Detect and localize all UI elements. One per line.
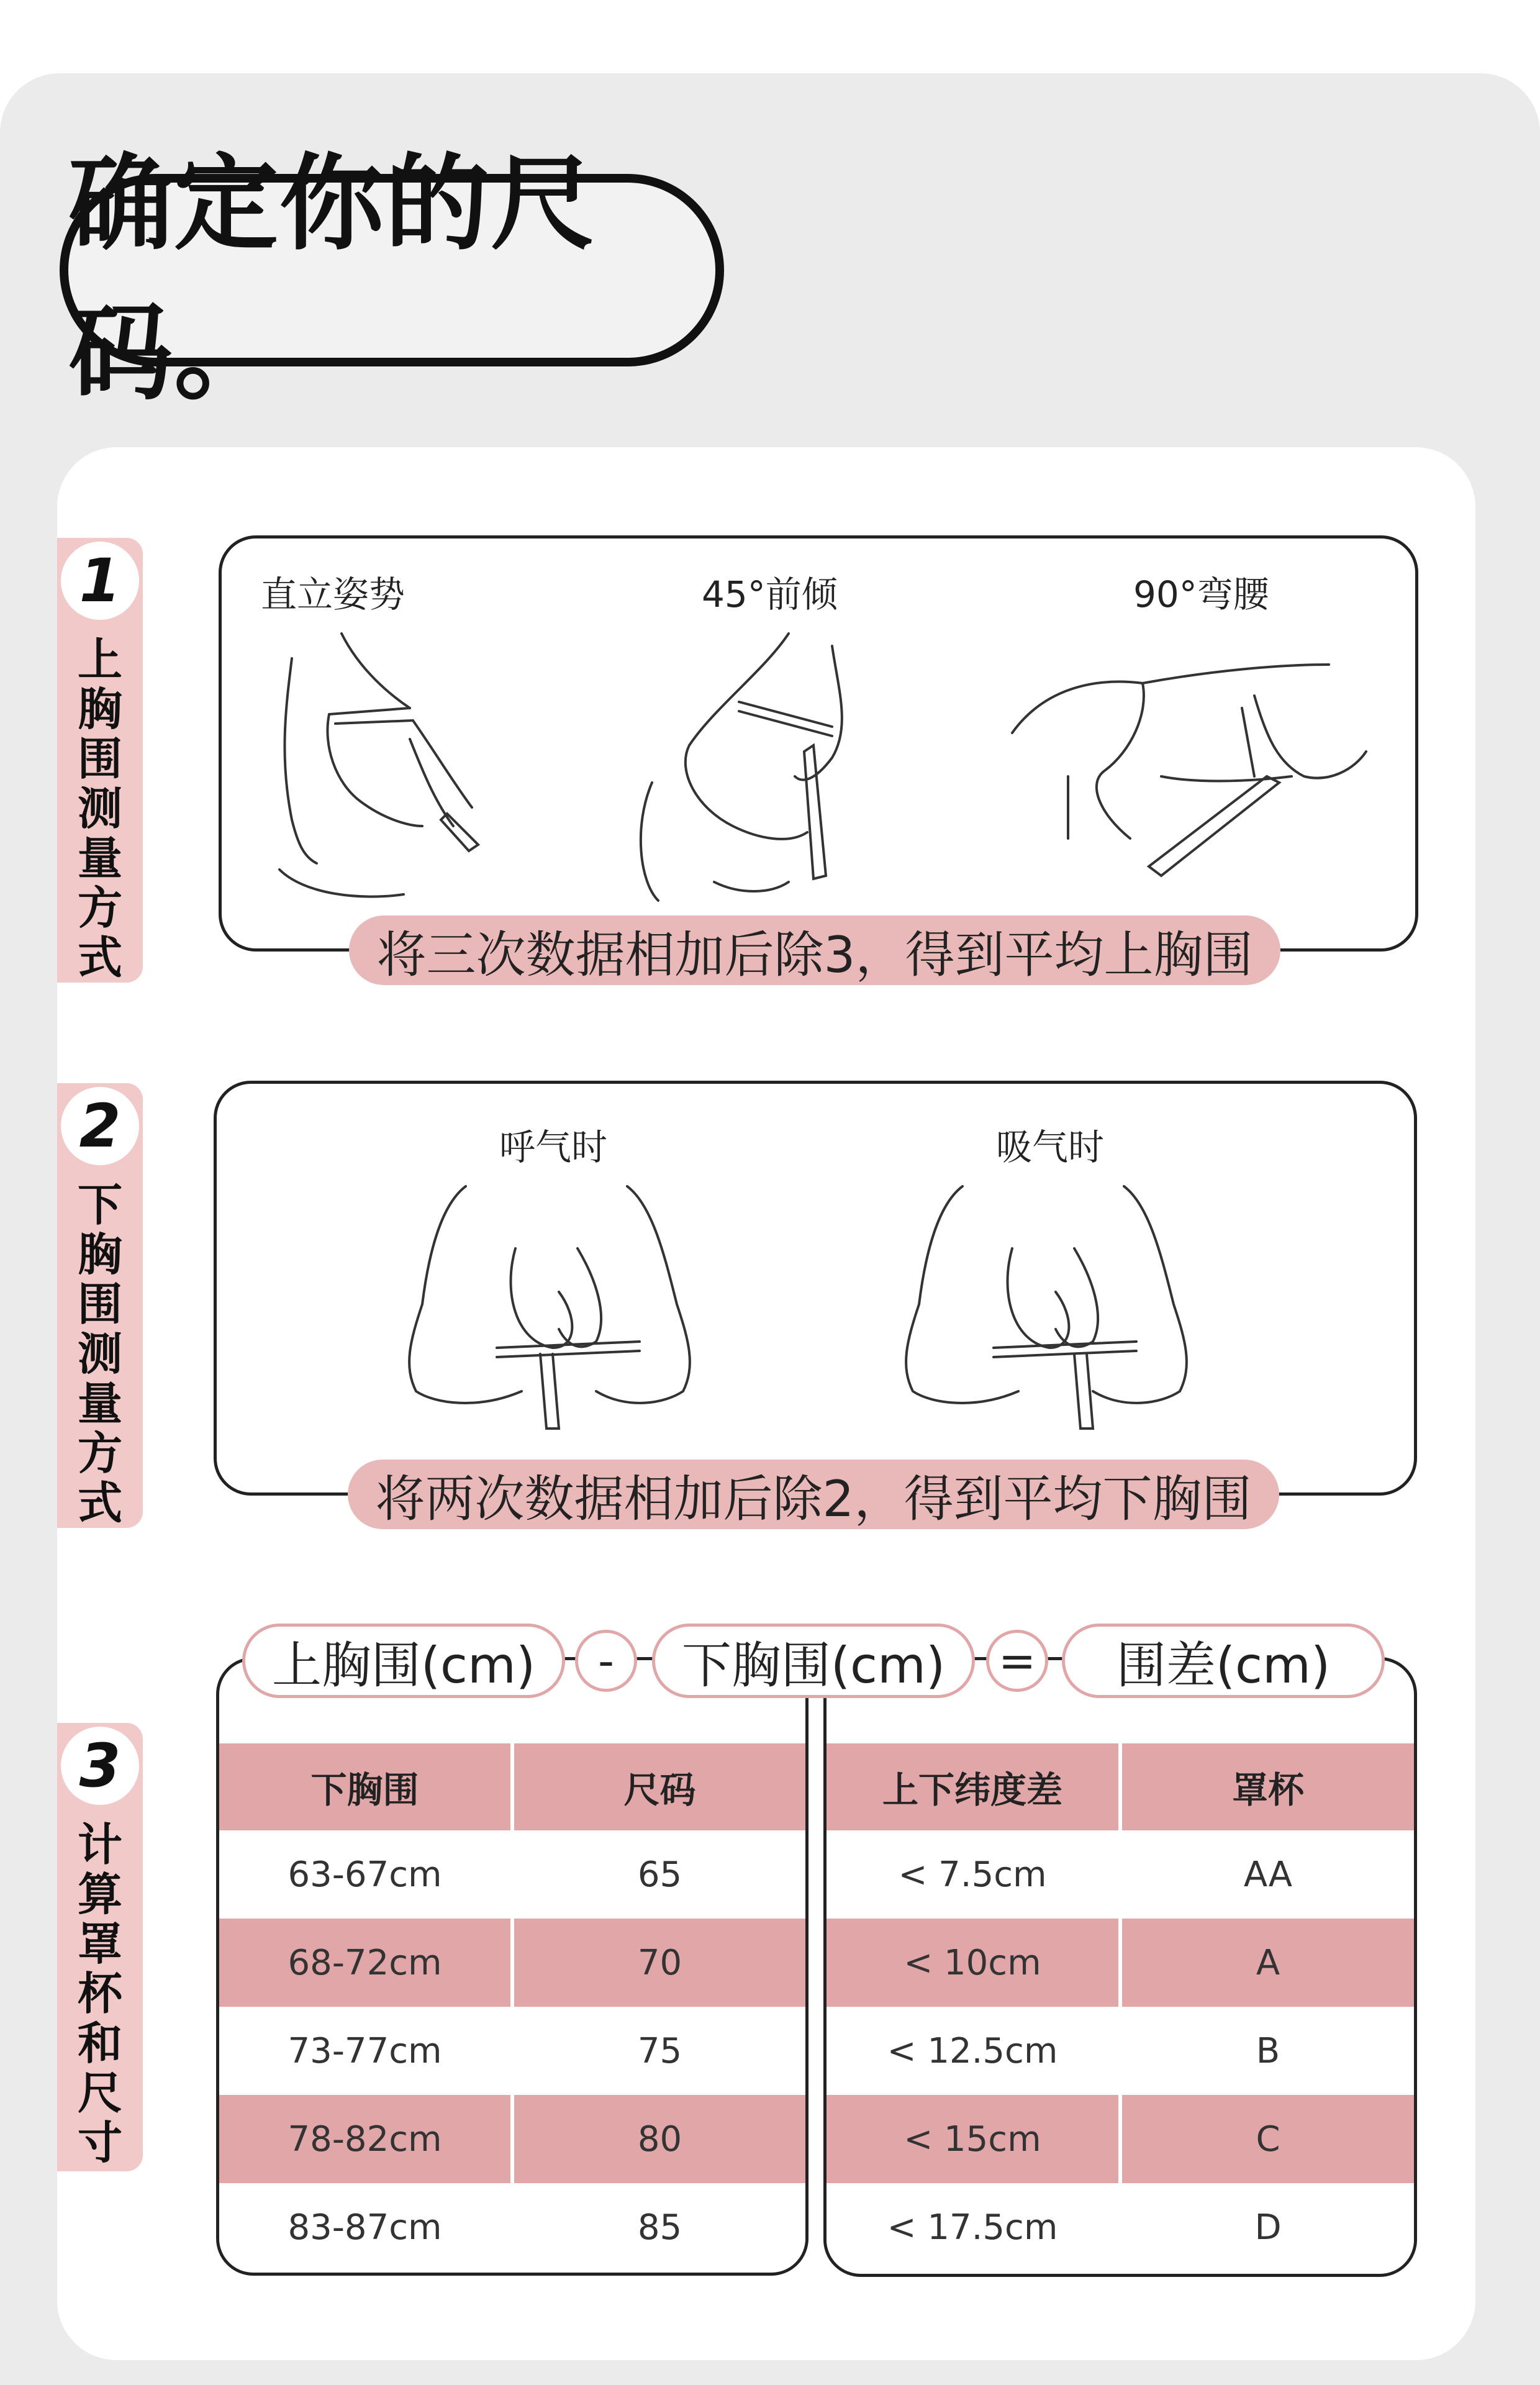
formula-difference-pill: 围差(cm) [1062,1624,1385,1698]
formula-equals-sign: = [986,1630,1048,1692]
size-table-header-size: 尺码 [623,1769,696,1811]
section3-number: 3 [79,1731,121,1801]
section2-label: 下胸围测量方式 [77,1179,122,1529]
section2-number: 2 [79,1091,121,1161]
cup-cell-difference: < 17.5cm [827,2183,1122,2271]
table-row [219,2095,805,2183]
size-cell-range: 63-67cm [219,1830,514,1919]
section1-note-banner: 将三次数据相加后除3，得到平均上胸围 [349,915,1280,985]
size-table-header [219,1743,805,1830]
size-cell-value: 70 [637,1942,682,1983]
section3-label: 计算罩杯和尺寸 [77,1819,122,2169]
cup-table-header-cup: 罩杯 [1231,1769,1304,1811]
figure-lean45-measure [627,621,888,907]
formula-overbust-pill: 上胸围(cm) [242,1624,565,1698]
section1-label: 上胸围测量方式 [77,634,122,984]
title-pill [60,143,724,414]
pose-label-upright: 直立姿势 [261,573,405,616]
cup-cell-difference: < 7.5cm [827,1830,1122,1919]
table-row [219,1830,805,1919]
cup-cell-difference: < 10cm [827,1919,1122,2007]
state-label-inhale: 吸气时 [996,1126,1105,1168]
section2-side-tab [57,1083,143,1528]
section2-number-badge [57,1083,143,1169]
cup-cell-value: C [1256,2119,1280,2160]
cup-table-header [827,1743,1414,1830]
section3-number-badge [57,1723,143,1809]
size-cell-value: 85 [637,2207,682,2248]
figure-inhale-measure [888,1168,1211,1441]
section2-note-banner: 将两次数据相加后除2，得到平均下胸围 [348,1460,1279,1529]
size-cell-range: 83-87cm [219,2183,514,2271]
cup-cell-value: B [1256,2030,1280,2071]
formula-minus-sign: - [575,1630,637,1692]
table-row [827,2183,1414,2271]
table-row [827,1919,1414,2007]
cup-cell-difference: < 15cm [827,2095,1122,2183]
cup-cell-difference: < 12.5cm [827,2007,1122,2095]
formula-underbust-pill: 下胸围(cm) [652,1624,975,1698]
figure-exhale-measure [391,1168,714,1441]
state-label-exhale: 呼气时 [499,1126,608,1168]
table-row [219,2007,805,2095]
section1-number-badge [57,538,143,624]
cup-table-header-difference: 上下纬度差 [827,1743,1122,1830]
figure-upright-measure [267,621,503,907]
size-cell-range: 68-72cm [219,1919,514,2007]
cup-cell-value: AA [1243,1854,1293,1895]
cup-cell-value: A [1256,1942,1280,1983]
pose-label-bend90: 90°弯腰 [1133,573,1269,616]
table-row [219,2183,805,2271]
cup-table [823,1657,1417,2277]
section1-number: 1 [79,546,121,616]
section1-side-tab [57,538,143,983]
size-cell-range: 78-82cm [219,2095,514,2183]
size-cell-value: 75 [637,2030,682,2071]
size-table [216,1657,808,2276]
size-table-header-underbust: 下胸围 [219,1743,514,1830]
section3-side-tab [57,1723,143,2171]
table-row [827,2095,1414,2183]
page-title: 确定你的尺码。 [68,143,596,414]
figure-bend90-measure [1006,652,1379,901]
pose-label-lean45: 45°前倾 [702,573,838,616]
size-cell-value: 80 [637,2119,682,2160]
table-row [827,2007,1414,2095]
size-cell-value: 65 [637,1854,682,1895]
cup-cell-value: D [1254,2207,1282,2248]
size-cell-range: 73-77cm [219,2007,514,2095]
table-row [827,1830,1414,1919]
table-row [219,1919,805,2007]
